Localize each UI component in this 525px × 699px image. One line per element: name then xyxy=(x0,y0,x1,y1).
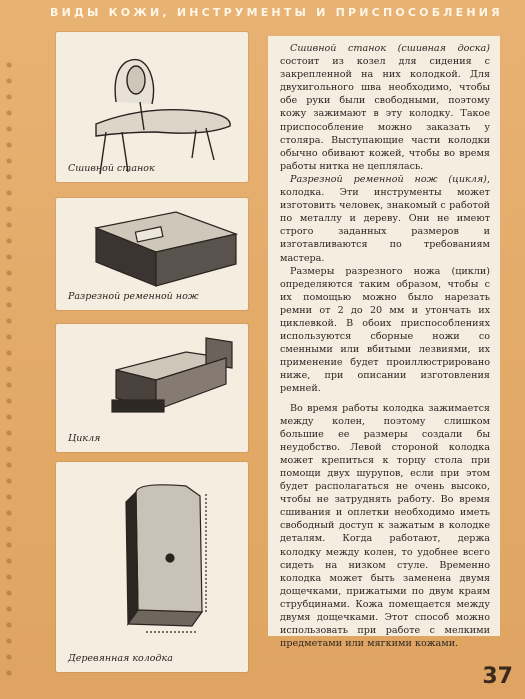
page-number: 37 xyxy=(482,664,513,689)
figure-strap-cutter xyxy=(56,198,248,310)
binding-holes xyxy=(4,60,14,680)
sewing-clamp-icon xyxy=(56,32,248,182)
paragraph-2: Разрезной ременной нож (цикля), колодка. Эти инструменты может изготовить человек, знакомый с работой по металлу и дереву. Они не имеют строго заданных размеров и изготавливаются по требованиям мастера. xyxy=(280,173,490,264)
paragraph-3: Размеры разрезного ножа (цикли) определяются таким образом, чтобы с их помощью можно было нарезать ремни от 2 до 20 мм и утончать их циклевкой. В обоих приспособлениях используются сборные ножи со сменными или вбитыми лезвиями, их применение будет проиллюстрировано ниже, при описании изготовления ремней. xyxy=(280,265,490,395)
figure-sewing-clamp xyxy=(56,32,248,182)
figure-caption: Сшивной станок xyxy=(68,163,155,174)
figure-caption: Деревянная колодка xyxy=(68,653,173,664)
term-sewing-clamp: Сшивной станок (сшивная доска) xyxy=(290,43,490,54)
term-strap-cutter: Разрезной ременной нож (цикля) xyxy=(290,173,487,185)
body-text xyxy=(268,36,500,650)
figure-caption: Разрезной ременной нож xyxy=(68,291,199,302)
paragraph-4: Во время работы колодка зажимается между колен, поэтому слишком большие ее размеры создали бы неудобство. Левой стороной колодка может крепиться к торцу стола при помощи двух шурупов, если при этом будет располагаться не очень высоко, чтобы не затруднять работу. Во время сшивания и оплетки необходимо иметь свободный доступ к зажатым в колодке деталям. Когда работают, держа колодку между колен, то удобнее всего сидеть на низком стуле. Временно колодка может быть заменена двумя дощечками, прижатыми по двум краям струбцинами. Кожа помещается между двумя дощечками. Этот способ можно использовать при работе с мелкими предметами или мягкими кожами. xyxy=(280,402,490,650)
figure-cycle xyxy=(56,324,248,452)
figure-wooden-block xyxy=(56,462,248,672)
paragraph-1: Сшивной станок (сшивная доска) состоит из козел для сидения с закрепленной на них колодкой. Для двухигольного шва необходимо, чтобы обе руки были свободными, поэтому кожу зажимают в эту колодку. Такое приспособление можно заказать у столяра. Выступающие части колодки обычно обивают кожей, чтобы во время работы нитка не цеплялась. xyxy=(280,43,490,172)
figures-column xyxy=(56,32,251,672)
wooden-block-icon xyxy=(56,462,248,672)
figure-caption: Цикля xyxy=(68,433,101,444)
page-header: ВИДЫ КОЖИ, ИНСТРУМЕНТЫ И ПРИСПОСОБЛЕНИЯ xyxy=(50,6,503,19)
